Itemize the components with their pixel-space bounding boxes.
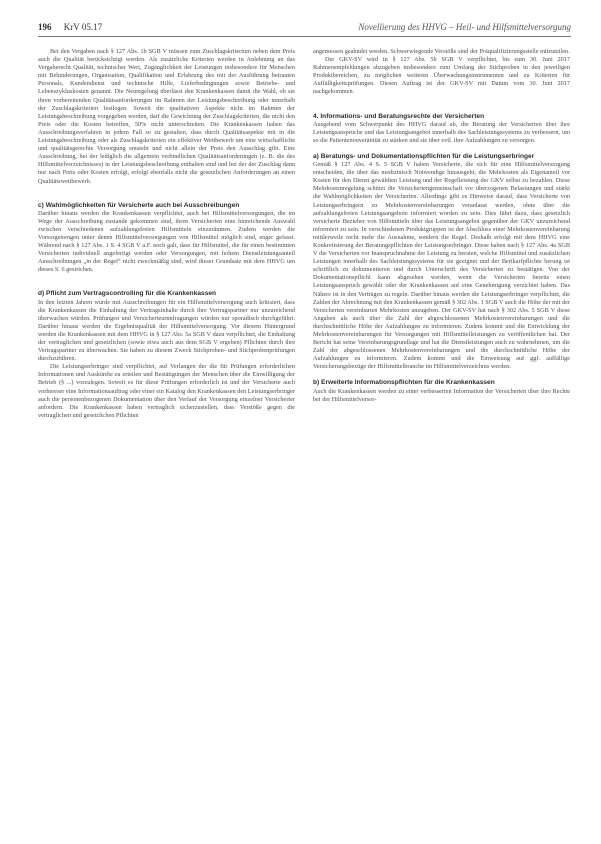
- paragraph: Auch die Krankenkassen werden zu einer verbesserten Information der Versicherten über ihre Rechte bei der Hilfsmittelversor-: [313, 387, 570, 403]
- header-left: [38, 18, 102, 36]
- page-header: [38, 18, 571, 37]
- paragraph: Bei den Vergaben nach § 127 Abs. 1b SGB V müssen zum Zuschlagskriterium neben dem Preis auch die Qualität berücksichtigt werden. Als zusätzliche Kriterien werden in Anlehnung an das Vergaberecht Qualität, technischer Wert, Zugänglichkeit der Leistungen insbesondere für Menschen mit Behinderungen, Organisation, Qualifikation und Erfahrung des mit der Ausführung betrauten Personals, Kundendienst und technische Hilfe, Lieferbedingungen sowie Betriebs- und Lebenszykluskosten genannt. Die Neuregelung überlässt den Krankenkassen damit die Wahl, ob sie ihren vorbereitenden Qualitätsanforderungen im Rahmen der Leistungsbeschreibung oder innerhalb der Zuschlagskriterien festlegen. Soweit die qualitativen Aspekte nicht im Rahmen der Leistungsbeschreibung vorgegeben werden, darf die Gewichtung der Zuschlagskriterien, die nicht den Preis oder die Kosten betreffen, 50% nicht unterschreiten. Die Krankenkassen haben das Ausschreibungsverfahren in jedem Fall so zu gestalten, dass durch Qualitätsaspekte mit in die Leistungsbeschreibung oder als Zuschlagskriterien ein effektiver Wettbewerb um eine wirtschaftliche und qualitätsgerechte Versorgung entsteht und nicht allein der Preis den Ausschlag gibt. Eine Ausschreibung, bei der lediglich die allgemein verbindlichen Qualitätsanforderungen (z. B. die des Hilfsmittelverzeichnisses) in der Leistungsbeschreibung enthalten sind und bei der der Zuschlag dann nur nach Preis oder Kosten erfolgt, erfolgt ebenfalls nicht die gesetzlichen Anforderungen an einen Qualitätswettbewerb.: [38, 48, 295, 185]
- paragraph: Gemäß § 127 Abs. 4 S. 5 SGB V haben Versicherte, die sich für eine Hilfsmittelversorgung entscheiden, die über das medizinisch Notwendige hinausgeht, die Mehrkosten als Eigenanteil vor Kosten für den Dienst gewählten Leistung und der Regelleistung der GKV selbst zu bezahlen. Diese Mehrkostenregelung schützt die Versichertengemeinschaft vor überzogenen Belastungen und stärkt die Wahlmöglichkeiten der Versicherten. Allerdings gibt es Hinweise darauf, dass Versicherte von Leistungserbringern zu Mehrkostenvereinbarungen veranlasst werden, ohne über die aufzahlungsfreien Leistungsangebote informiert worden zu sein. Dies führt dazu, dass gesetzlich versicherte Bezieher von Hilfsmitteln über das Leistungsangebot gegenüber der GKV unzureichend informiert zu sein. In verschiedenen Produktgruppen ist der Abschluss einer Mehrkostenvereinbarung mittlerweile nicht mehr die Ausnahme, sondern die Regel. Deshalb erfolgt mit dem HHVG eine Konkretisierung der Beratungspflichten der Leistungserbringer. Diese haben nach § 127 Abs. 4a SGB V die Versicherten vor Inanspruchnahme der Leistung zu beraten, welche Hilfsmittel und zusätzlichen Leistungen innerhalb des Sachleistungssystems für sie geeignet und der Berikarfpflichte berung ist schriftlich zu dokumentieren und durch Unterschrift des Versicherten zu bestätigen. Von der Dokumentationspflicht kann abgesehen werden, wenn die Versicherten bereits einen Leistungsanspruch gewählt oder der Krankenkassen auf eine Genehmigung verzichtet haben. Das Nähere ist in den Verträgen zu regeln. Darüber hinaus werden die Leistungserbringer verpflichtet, die Zahlen der Abrechnung mit den Krankenkassen gemäß § 302 Abs. 1 SGB V auch die Höhe der mit der Versicherten vereinbarten Mehrkosten anzugeben. Der GKV-SV hat nach § 302 Abs. 5 SGB V diese Angaben als auch über die Zahl der abgeschlossenen Mehrkostenvereinbarungen und die durchschnittliche Höhe der Aufzahlungen zu informieren. Zudem kommt und die Entwicklung der Mehrkostenvereinbarungen für Versorgungen mit Hilfsmittelleistungen zu veröffentlichen hat. Der Bericht hat seine Vereinbarungsgrundlage und hat die Dienstleistungen auch zu wahrnehmen, um die Zahl der abgeschlossenen Mehrkostenvereinbarungen und die durchschnittliche Höhe der Aufzahlungen zu informieren. Zudem kommt und die Einweisung auf ggf. auffällige Versicherungsbezüge der Hilfsmittelbranche im Hilfsmittelverzeichnis werden.: [313, 161, 570, 371]
- left-column: [38, 48, 295, 420]
- journal-name: KrV 05.17: [63, 22, 103, 32]
- section-heading: c) Wahlmöglichkeiten für Versicherte auch bei Ausschreibungen: [38, 201, 240, 209]
- right-column: [313, 48, 570, 404]
- section-heading: b) Erweiterte Informationspflichten für die Krankenkassen: [313, 379, 495, 387]
- paragraph: Ausgehend vom Schwerpunkt des HHVG darauf ab, die Beratung der Versicherten über ihre Leistungsansprüche und das Leistungsangebot innerhalb des Sachleistungssystems zu verbessern, um so die Patientenouveränität zu stärken und sie über evtl. ihre Aufzahlungen zu versorgen.: [313, 120, 570, 144]
- running-title: Novellierung des HHVG – Heil- und Hilfsmittelversorgung: [358, 22, 571, 32]
- paragraph: In den letzten Jahren wurde mit Ausschreibungen für ein Hilfsmittelversorgung auch kritisiert, dass die Krankenkassen die Einhaltung der Vertragsinhalte durch ihre Vertragspartner nur unzureichend überwachen würden. Prüfungen und Versicherteurnnfragungen würden nur sporadisch durchgeführt. Darüber hinaus werden die Ergebnisqualität der Hilfsmittelversorgung. Vor diesem Hintergrund werden die Krankenkassen mit dem HHVG in § 127 Abs. 5a SGB V dazu verpflichtet, die Einhaltung der vertraglichen und gesetzlichen (sowie etwa auch aus dem SGB V ergeben) Pflichten durch ihre Vertragspartner zu überwachen. Sie haben zu diesem Zweck Stichproben- und Stichprobenprüfungen durchzuführen.: [38, 298, 295, 363]
- section-heading: d) Pflicht zum Vertragscontrolling für die Krankenkassen: [38, 290, 217, 298]
- paragraph: angemessen geahndet werden. Schwerwiegende Verstöße sind der Präqualifizierungsstelle mitzuteilen.: [313, 48, 570, 55]
- paragraph: Die Leistungserbringer sind verpflichtet, auf Verlangen der die für Prüfungen erforderlichen Informationen und Auskünfte zu erteilen und Bestätigungen der Menschen über die Einwilligung der Betrieb (§ ...) vorzulegen. Soweit es für diese Prüfungen erforderlich ist und der Versicherte auch vorhereser eine Informationsauftrag oder einer ein Katalog den Krankenkassen den Leistungserbringer auch die personenbezogenen Dokumentation über den Verlauf der Versorgung einzelner Versicherter anfordern. Die Krankenkassen haben vertraglich sicherzustellen, dass Verstöße gegen die vertraglichen und gesetzlichen Pflichten: [38, 363, 295, 419]
- page-number: 196: [38, 22, 52, 32]
- paragraph: Der GKV-SV wird in § 127 Abs. 5b SGB V verpflichtet, bis zum 30. Juni 2017 Rahmenempfehlungen abzugeben insbesondere zum Umfang der Stichproben in den jeweiligen Produktbereichen, zu möglichen weiteren Überwachungsinstrumenten und zu Kriterien für Auffälligkeitsprüfungen. Diesen Auftrag ist der GKV-SV mit Datum vom 30. Juni 2017 nachgekommen.: [313, 56, 570, 96]
- section-heading: 4. Informations- und Beratungsrechte der Versicherten: [313, 112, 485, 120]
- section-heading: a) Beratungs- und Dokumentationspflichten für die Leistungserbringer: [313, 152, 535, 160]
- paragraph: Darüber hinaus werden die Krankenkassen verpflichtet, auch bei Hilfsmittelversorgungen, die im Wege der Ausschreibung zustande gekommen sind, ihren Versicherten eine hinreichende Auswahl zwischen verschiedenen aufzahlungsfreien Hilfsmitteln einzuräumen. Zudem werden die Vorsorgetrengen unter denen Hilfsmittelversorgungen von Hilfsmittel möglich sind, enger gefasst. Während nach § 127 Abs. 1 S. 4 SGB V a.F. noch galt, dass für Hilfsmittel, die für einen bestimmten Versicherten individuell angefertigt werden oder Versorgungen, mit hohem Dienstleistungsanteil Ausschreibungen „in der Regel“ nicht zweckmäßig sind, wird dieser Grundsatz mit dem HHVG um dieses S. 6 gestrichen.: [38, 209, 295, 274]
